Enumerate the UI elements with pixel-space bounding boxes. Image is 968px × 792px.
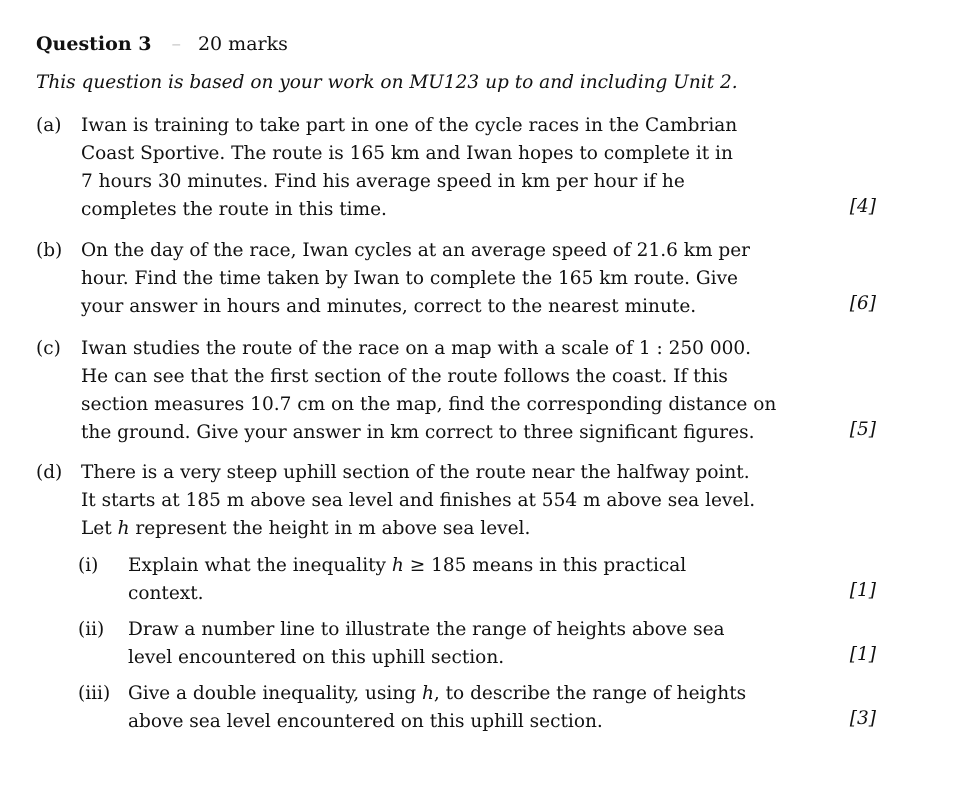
part-c — [36, 335, 876, 447]
subpart-iii-line-2: above sea level encountered on this uphill section. — [128, 711, 603, 732]
part-d-tag: (d) — [36, 462, 63, 483]
part-a-line-4: completes the route in this time. — [81, 199, 387, 220]
subpart-i-line-1-before: Explain what the inequality — [128, 555, 392, 576]
part-d-line-3-after: represent the height in m above sea level. — [129, 518, 531, 539]
subpart-i-marks: [1] — [849, 580, 876, 601]
part-c-line-3: section measures 10.7 cm on the map, find the corresponding distance on — [81, 394, 777, 415]
part-a-marks: [4] — [849, 196, 876, 217]
subpart-d-iii — [78, 680, 876, 736]
question-label: Question 3 — [36, 33, 152, 55]
part-a — [36, 112, 876, 224]
part-b-line-3: your answer in hours and minutes, correct to the nearest minute. — [81, 296, 697, 317]
part-b-line-1: On the day of the race, Iwan cycles at an average speed of 21.6 km per — [81, 240, 751, 261]
part-b-marks: [6] — [849, 293, 876, 314]
subpart-ii-marks: [1] — [849, 644, 876, 665]
part-c-line-2: He can see that the first section of the route follows the coast. If this — [81, 366, 728, 387]
part-d-line-3 — [36, 515, 876, 543]
subpart-iii-line-1 — [78, 680, 876, 708]
subpart-d-ii — [78, 616, 876, 672]
subpart-i-line-1-after: means in this practical — [466, 555, 687, 576]
part-a-line-3: 7 hours 30 minutes. Find his average speed in km per hour if he — [81, 171, 685, 192]
part-b-tag: (b) — [36, 240, 63, 261]
part-c-tag: (c) — [36, 338, 61, 359]
subpart-i-line-1 — [78, 552, 876, 580]
subpart-iii-line-1-before: Give a double inequality, using — [128, 683, 422, 704]
part-d-line-2: It starts at 185 m above sea level and finishes at 554 m above sea level. — [81, 490, 756, 511]
part-c-line-1: Iwan studies the route of the race on a map with a scale of 1 : 250 000. — [81, 338, 752, 359]
part-b-line-2: hour. Find the time taken by Iwan to complete the 165 km route. Give — [81, 268, 738, 289]
part-c-marks: [5] — [849, 419, 876, 440]
part-d-line-1: There is a very steep uphill section of the route near the halfway point. — [81, 462, 750, 483]
subpart-ii-line-2: level encountered on this uphill section. — [128, 647, 505, 668]
variable-h: h — [391, 555, 404, 576]
subpart-i-line-2: context. — [128, 583, 204, 604]
part-a-tag: (a) — [36, 115, 62, 136]
question-heading — [36, 33, 288, 55]
subpart-ii-line-1: Draw a number line to illustrate the range of heights above sea — [128, 619, 725, 640]
part-c-line-4: the ground. Give your answer in km correct to three significant figures. — [81, 422, 755, 443]
heading-separator: – — [171, 33, 181, 55]
subpart-iii-line-1-after: , to describe the range of heights — [433, 683, 747, 704]
subpart-iii-marks: [3] — [849, 708, 876, 729]
part-a-line-1: Iwan is training to take part in one of the cycle races in the Cambrian — [81, 115, 738, 136]
question-marks-total: 20 marks — [197, 33, 288, 55]
subpart-iii-tag: (iii) — [78, 683, 111, 704]
part-d — [36, 459, 876, 543]
part-d-line-3-before: Let — [81, 518, 118, 539]
subpart-d-i — [78, 552, 876, 608]
subpart-i-inequality: ≥ 185 — [403, 555, 467, 576]
variable-h: h — [117, 518, 130, 539]
subpart-ii-tag: (ii) — [78, 619, 105, 640]
subpart-i-tag: (i) — [78, 555, 99, 576]
question-intro: This question is based on your work on MU123 up to and including Unit 2. — [36, 72, 738, 93]
part-b — [36, 237, 876, 321]
part-a-line-2: Coast Sportive. The route is 165 km and Iwan hopes to complete it in — [81, 143, 733, 164]
variable-h: h — [421, 683, 434, 704]
